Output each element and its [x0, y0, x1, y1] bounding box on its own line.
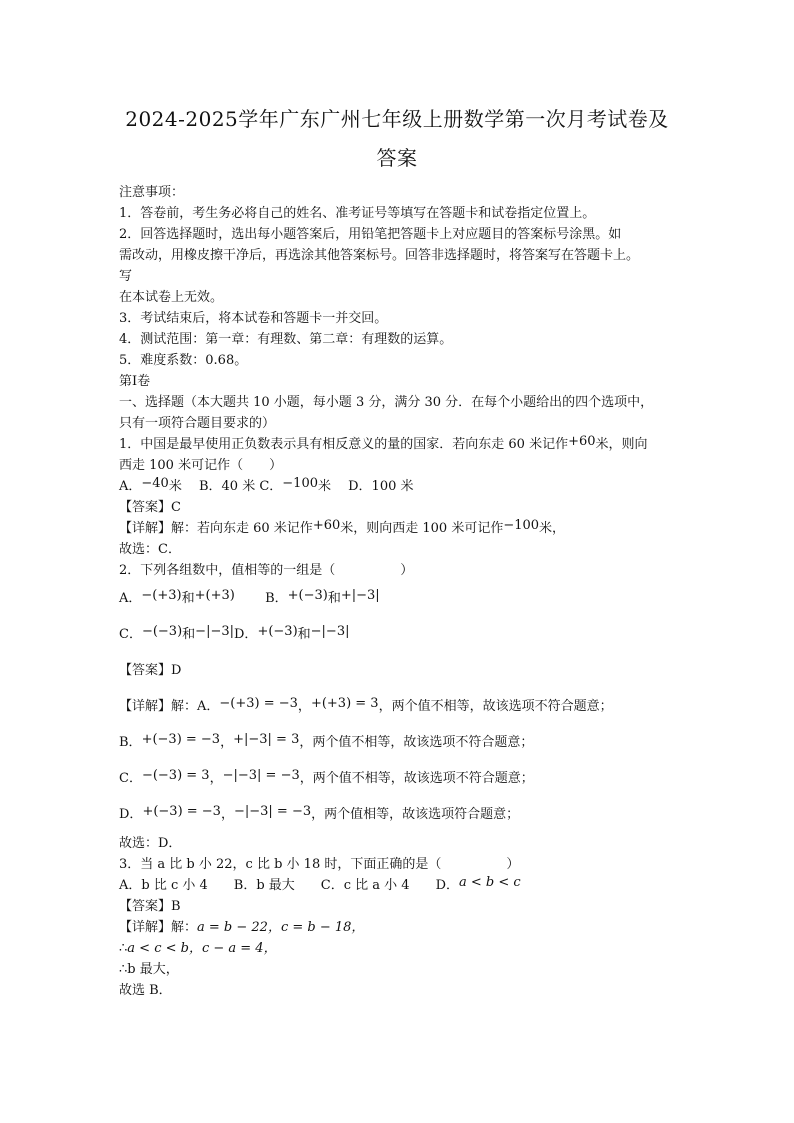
q1-option-c-math: −100 — [282, 476, 318, 491]
q2-exp-a-comma: ， — [297, 699, 311, 714]
q2-option-a-math-1: −(+3) — [141, 588, 182, 603]
q2-options-ab — [119, 581, 684, 617]
q3-options-text: A．b 比 c 小 4 B．b 最大 C．c 比 a 小 4 D． — [119, 878, 459, 893]
q2-exp-c-text: ，两个值不相等，故该选项不符合题意； — [299, 771, 534, 786]
q1-option-a-label: A． — [119, 479, 142, 494]
page-title-continued: 答案 — [376, 146, 418, 170]
q2-explanation-a — [119, 689, 684, 725]
q2-exp-a-prefix: 【详解】解：A． — [119, 699, 220, 714]
q2-options-cd — [119, 617, 684, 653]
q2-option-c-math-1: −(−3) — [141, 624, 183, 639]
q3-conclusion: 故选 B． — [119, 983, 172, 998]
q1-options — [119, 476, 684, 497]
q2-option-a-math-2: +(+3) — [194, 588, 235, 603]
q3-therefore-icon: ∴ — [119, 941, 128, 956]
q2-exp-d-math-1: +(−3) = −3 — [142, 804, 221, 819]
q3-exp-1-math: a = b − 22，c = b − 18， — [197, 920, 365, 935]
page-title: 2024-2025学年广东广州七年级上册数学第一次月考试卷及 — [125, 107, 669, 131]
q2-option-d-math-1: +(−3) — [257, 624, 298, 639]
q2-exp-b-math-2: +|−3| = 3 — [233, 732, 300, 747]
q1-exp-math-2: −100 — [503, 518, 540, 533]
q3-exp-1-prefix: 【详解】解： — [119, 920, 198, 935]
q2-option-d-label: D． — [234, 627, 258, 642]
q2-exp-b-prefix: B． — [119, 735, 142, 750]
note-2-line-1: 2．回答选择题时，选出每小题答案后，用铅笔把答题卡上对应题目的答案标号涂黑。如 — [119, 227, 622, 242]
q2-exp-b-text: ，两个值不相等，故该选项不符合题意； — [299, 735, 534, 750]
q2-exp-c-math-2: −|−3| = −3 — [222, 768, 300, 783]
q2-exp-a-text: ，两个值不相等，故该选项不符合题意； — [378, 699, 613, 714]
q1-option-d-text: 米 D．100 米 — [318, 479, 414, 494]
part-heading: 第Ⅰ卷 — [119, 374, 151, 389]
q2-answer: 【答案】D — [119, 663, 182, 678]
note-4: 4．测试范围：第一章：有理数、第二章：有理数的运算。 — [119, 332, 453, 347]
q2-exp-d-text: ，两个值相等，故该选项符合题意； — [311, 807, 520, 822]
q2-option-b-label: B． — [265, 591, 288, 606]
q2-exp-d-comma: ， — [220, 807, 234, 822]
q2-option-d-and: 和 — [297, 627, 311, 642]
q2-option-a-and: 和 — [181, 591, 195, 606]
q2-explanation-d — [119, 797, 684, 833]
q1-conclusion: 故选：C． — [119, 542, 181, 557]
q3-explanation-3: ∴b 最大， — [119, 962, 179, 977]
section-heading-line-2: 只有一项符合题目要求的） — [119, 416, 276, 431]
q2-option-b-math-1: +(−3) — [287, 588, 328, 603]
q3-exp-2-math: a < c < b，c − a = 4， — [127, 941, 277, 956]
q1-stem-line-2: 西走 100 米可记作（ ） — [119, 458, 283, 473]
q2-option-b-math-2: +|−3| — [340, 588, 380, 603]
q3-stem: 3．当 a 比 b 小 22，c 比 b 小 18 时，下面正确的是（ ） — [119, 857, 520, 872]
q3-explanation-1 — [119, 917, 684, 938]
document-body — [119, 182, 684, 1001]
q2-exp-b-math-1: +(−3) = −3 — [141, 732, 221, 747]
q2-exp-a-math-1: −(+3) = −3 — [219, 696, 298, 711]
q2-exp-a-math-2: +(+3) = 3 — [310, 696, 379, 711]
note-2-line-2: 需改动，用橡皮擦干净后，再选涂其他答案标号。回答非选择题时，将答案写在答题卡上。 — [119, 248, 640, 263]
q2-option-d-math-2: −|−3| — [310, 624, 350, 639]
q2-exp-c-prefix: C． — [119, 771, 142, 786]
q1-option-a-math: −40 — [141, 476, 169, 491]
note-2-line-3: 写 — [119, 269, 133, 284]
q2-conclusion: 故选：D． — [119, 836, 182, 851]
q1-exp-text-2: 米，则向西走 100 米可记作 — [340, 521, 504, 536]
q2-exp-b-comma: ， — [220, 735, 234, 750]
q1-stem-text: 1．中国是最早使用正负数表示具有相反意义的量的国家．若向东走 60 米记作 — [119, 437, 569, 452]
q3-options — [119, 875, 684, 896]
q1-exp-text-3: 米， — [539, 521, 566, 536]
note-5: 5．难度系数：0.68。 — [119, 353, 248, 368]
note-3: 3．考试结束后，将本试卷和答题卡一并交回。 — [119, 311, 388, 326]
q1-answer: 【答案】C — [119, 500, 181, 515]
q1-exp-text-1: 【详解】解：若向东走 60 米记作 — [119, 521, 313, 536]
q2-stem: 2．下列各组数中，值相等的一组是（ ） — [119, 563, 414, 578]
q1-exp-math-1: +60 — [312, 518, 341, 533]
q2-explanation-b — [119, 725, 684, 761]
q2-exp-d-math-2: −|−3| = −3 — [233, 804, 312, 819]
section-heading-line-1: 一、选择题（本大题共 10 小题，每小题 3 分，满分 30 分．在每个小题给出的四个选项中， — [119, 395, 654, 410]
q2-explanation-c — [119, 761, 684, 797]
note-2-line-4: 在本试卷上无效。 — [119, 290, 224, 305]
q2-option-c-math-2: −|−3| — [195, 624, 234, 639]
q3-option-d-math: a < b < c — [459, 875, 521, 890]
q1-option-b-text: 米 B．40 米 C． — [168, 479, 283, 494]
q2-exp-d-prefix: D． — [119, 807, 143, 822]
q3-explanation-2 — [119, 938, 684, 959]
q3-answer: 【答案】B — [119, 899, 181, 914]
q2-option-c-label: C． — [119, 627, 142, 642]
q2-exp-c-math-1: −(−3) = 3 — [141, 768, 210, 783]
q1-math-plus60: +60 — [568, 434, 596, 449]
note-1: 1．答卷前，考生务必将自己的姓名、准考证号等填写在答题卡和试卷指定位置上。 — [119, 206, 596, 221]
q2-option-a-label: A． — [119, 591, 142, 606]
q2-option-b-and: 和 — [327, 591, 341, 606]
q1-stem-tail: 米，则向 — [595, 437, 648, 452]
q1-stem-line-1 — [119, 434, 684, 455]
notes-heading: 注意事项： — [119, 185, 185, 200]
q1-explanation — [119, 518, 684, 539]
q2-exp-c-comma: ， — [209, 771, 223, 786]
q2-option-c-and: 和 — [182, 627, 196, 642]
